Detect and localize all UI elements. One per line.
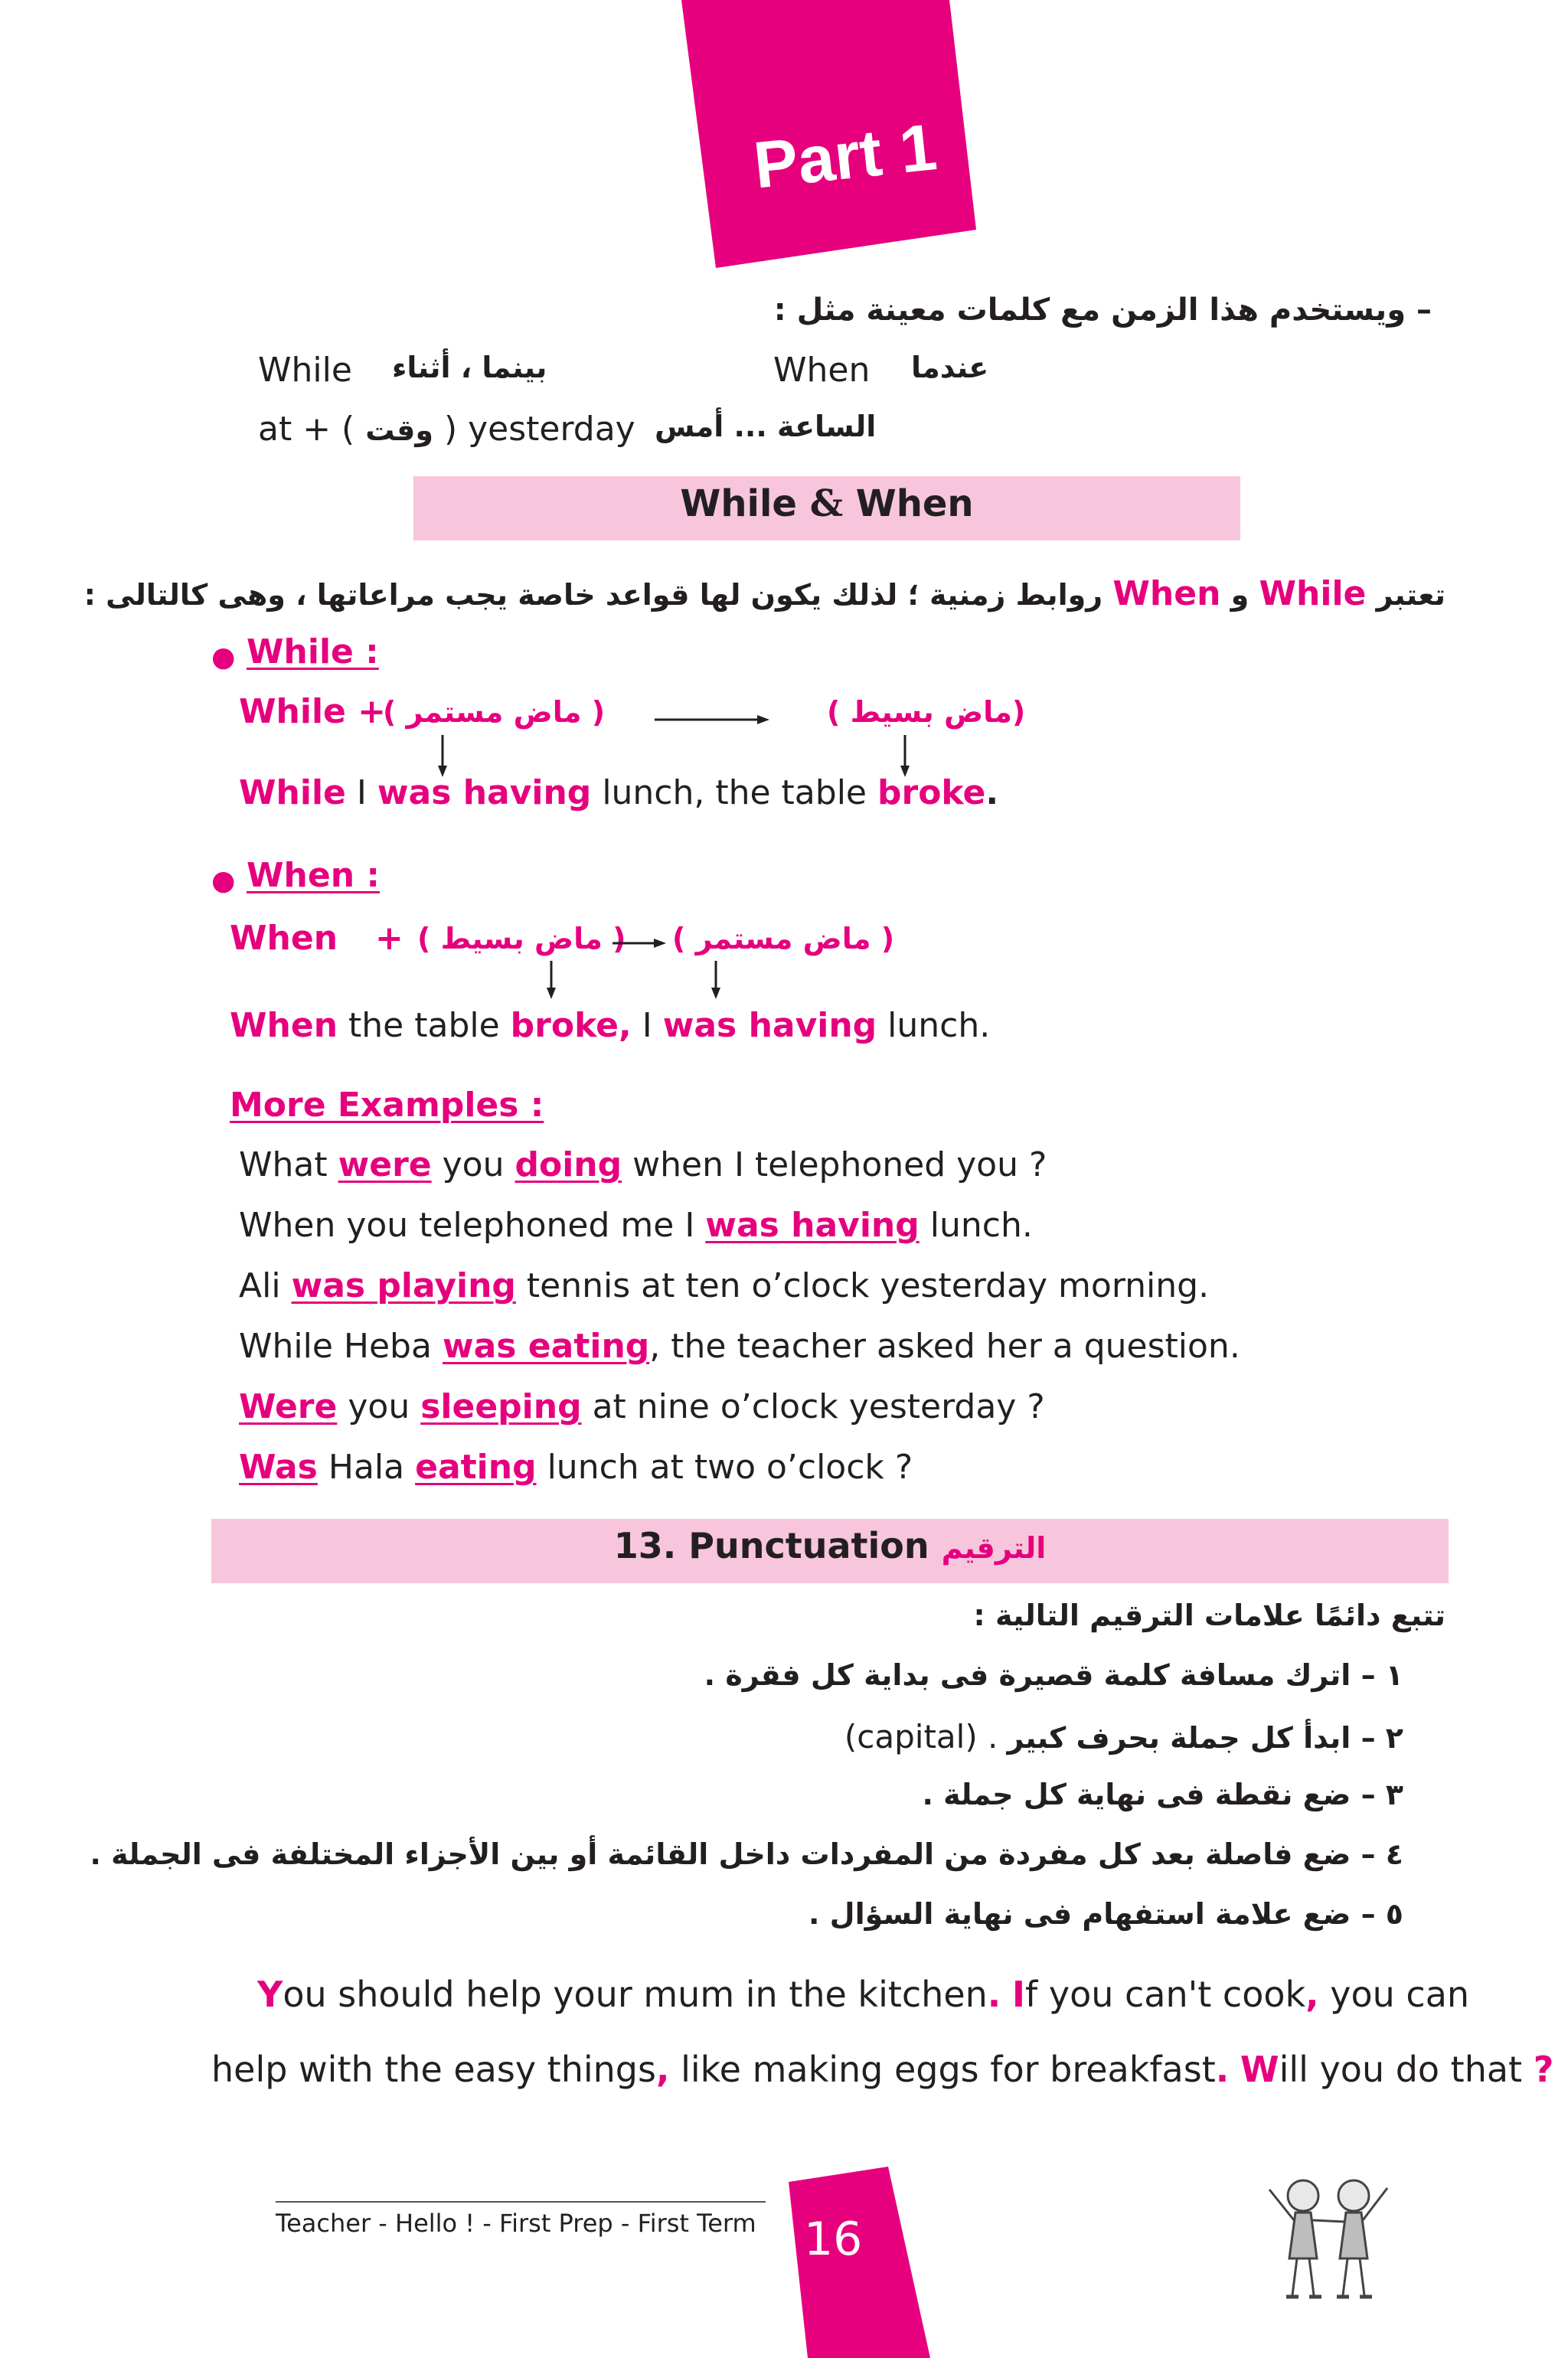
heading-while: While: [680, 482, 797, 525]
example-verb: was having: [705, 1206, 920, 1245]
capital-letter: W: [1240, 2049, 1279, 2090]
while-example-w5: broke: [877, 773, 986, 812]
example-verb: eating: [415, 1448, 537, 1487]
while-arrow-icon: [655, 712, 769, 727]
yesterday-arabic: الساعة ... أمس: [655, 410, 877, 443]
while-example: [239, 773, 998, 812]
example-verb: Were: [239, 1387, 338, 1426]
at-time-phrase: [258, 410, 635, 449]
example-line: [239, 1387, 1045, 1426]
when-example-w2: the table: [348, 1006, 500, 1045]
while-example-w4: lunch, the table: [602, 773, 867, 812]
bullet-icon: ●: [211, 642, 236, 673]
footer-rule: [276, 2201, 766, 2203]
usage-note: – ويستخدم هذا الزمن مع كلمات معينة مثل :: [773, 292, 1432, 328]
punctuation-intro: تتبع دائمًا علامات الترقيم التالية :: [973, 1599, 1446, 1632]
paragraph-text: ou should help your mum in the kitchen: [283, 1974, 988, 2015]
when-arabic: عندما: [911, 351, 989, 384]
yesterday-word: ) yesterday: [443, 410, 635, 449]
intro-ar-before: تعتبر: [1376, 578, 1446, 612]
paragraph-text: help with the easy things: [211, 2049, 656, 2090]
while-bullet-label: While :: [247, 632, 379, 671]
punctuation-rule-3: ٣ – ضع نقطة فى نهاية كل جملة .: [922, 1778, 1403, 1811]
example-text: While Heba: [239, 1327, 432, 1366]
example-text: at nine o’clock yesterday ?: [592, 1387, 1045, 1426]
punctuation-rule-4: ٤ – ضع فاصلة بعد كل مفردة من المفردات داخل القائمة أو بين الأجزاء المختلفة فى الجملة .: [90, 1837, 1403, 1871]
punct-mark: ?: [1533, 2049, 1554, 2090]
punct-mark: .: [1215, 2049, 1230, 2090]
capital-word: (capital) .: [844, 1718, 998, 1755]
footer-text: Teacher - Hello ! - First Prep - First Term: [276, 2209, 756, 2238]
when-example-w4: I: [642, 1006, 652, 1045]
page-number: 16: [804, 2213, 863, 2266]
example-text: you: [442, 1145, 505, 1184]
example-text: when I telephoned you ?: [632, 1145, 1047, 1184]
while-past-simple: (ماض بسيط ): [827, 695, 1026, 729]
while-example-w6: .: [985, 773, 999, 812]
paragraph-line-2: [211, 2049, 1553, 2090]
example-verb: was eating: [442, 1327, 650, 1366]
heading-amp: &: [809, 482, 844, 525]
while-example-w3: was having: [377, 773, 592, 812]
punctuation-heading-ar: الترقيم: [941, 1531, 1047, 1565]
while-example-w1: While: [239, 773, 346, 812]
while-when-intro: [84, 574, 1446, 613]
example-text: Hala: [328, 1448, 405, 1487]
example-line: [239, 1145, 1047, 1184]
punctuation-rule-2: [844, 1718, 1403, 1755]
when-example-w5: was having: [662, 1006, 877, 1045]
when-arrow-icon: [612, 936, 666, 951]
while-arabic: بينما ، أثناء: [392, 351, 547, 384]
example-text: you: [348, 1387, 410, 1426]
example-text: Ali: [239, 1266, 281, 1305]
when-example-w1: When: [230, 1006, 338, 1045]
example-text: lunch at two o’clock ?: [547, 1448, 913, 1487]
capital-letter: Y: [257, 1974, 283, 2015]
down-arrow-icon: [897, 735, 913, 777]
when-past-continuous: ( ماض مستمر ): [672, 922, 895, 955]
capital-letter: I: [1011, 1974, 1026, 2015]
while-past-continuous: ( ماض مستمر ): [383, 695, 606, 729]
example-text: , the teacher asked her a question.: [649, 1327, 1240, 1366]
when-example-w3: broke,: [510, 1006, 632, 1045]
example-line: [239, 1206, 1033, 1245]
example-text: What: [239, 1145, 328, 1184]
example-verb: were: [338, 1145, 432, 1184]
paragraph-text: ill you do that: [1279, 2049, 1523, 2090]
example-line: [239, 1448, 913, 1487]
example-text: tennis at ten o’clock yesterday morning.: [526, 1266, 1210, 1305]
paragraph-text: f you can't cook: [1025, 1974, 1306, 2015]
heading-when: When: [855, 482, 974, 525]
example-text: lunch.: [929, 1206, 1033, 1245]
intro-when: When: [1112, 574, 1221, 613]
punctuation-heading-en: 13. Punctuation: [613, 1525, 929, 1566]
cartoon-kids-image: [1256, 2159, 1401, 2312]
down-arrow-icon: [435, 735, 450, 777]
when-example-w6: lunch.: [887, 1006, 991, 1045]
intro-while: While: [1259, 574, 1367, 613]
when-formula-word: When: [230, 919, 338, 958]
at-prefix: at + (: [258, 410, 355, 449]
when-word: When: [773, 351, 871, 390]
punct-mark: ,: [1305, 1974, 1319, 2015]
intro-and: و: [1230, 578, 1250, 612]
punctuation-rule-5: ٥ – ضع علامة استفهام فى نهاية السؤال .: [808, 1897, 1403, 1931]
paragraph-text: like making eggs for breakfast: [681, 2049, 1216, 2090]
paragraph-text: you can: [1330, 1974, 1470, 2015]
down-arrow-icon: [544, 961, 559, 999]
punctuation-rule-1: ١ – اترك مسافة كلمة قصيرة فى بداية كل فقرة .: [704, 1658, 1403, 1692]
time-arabic: وقت: [365, 413, 433, 447]
part-title: Part 1: [750, 110, 940, 203]
while-formula-word: While +: [239, 692, 387, 731]
intro-ar-after: روابط زمنية ؛ لذلك يكون لها قواعد خاصة يجب مراعاتها ، وهى كالتالى :: [83, 578, 1103, 612]
down-arrow-icon: [708, 961, 724, 999]
while-when-heading: [413, 482, 1240, 525]
when-past-simple: ( ماض بسيط ): [417, 922, 626, 955]
example-line: [239, 1266, 1209, 1305]
example-verb: Was: [239, 1448, 318, 1487]
example-verb: doing: [514, 1145, 622, 1184]
example-verb: sleeping: [420, 1387, 582, 1426]
while-example-w2: I: [356, 773, 367, 812]
punctuation-rule-2-ar: ٢ – ابدأ كل جملة بحرف كبير: [1007, 1721, 1403, 1755]
when-bullet-label: When :: [247, 856, 380, 895]
when-example: [230, 1006, 990, 1045]
punct-mark: .: [987, 1974, 1001, 2015]
more-examples-title: More Examples :: [230, 1086, 544, 1125]
example-line: [239, 1327, 1240, 1366]
bullet-icon: ●: [211, 865, 236, 896]
while-word: While: [258, 351, 352, 390]
punctuation-heading: [211, 1525, 1449, 1566]
punct-mark: ,: [655, 2049, 670, 2090]
when-formula-plus: +: [375, 919, 403, 958]
example-text: When you telephoned me I: [239, 1206, 695, 1245]
paragraph-line-1: [257, 1974, 1469, 2015]
example-verb: was playing: [291, 1266, 516, 1305]
